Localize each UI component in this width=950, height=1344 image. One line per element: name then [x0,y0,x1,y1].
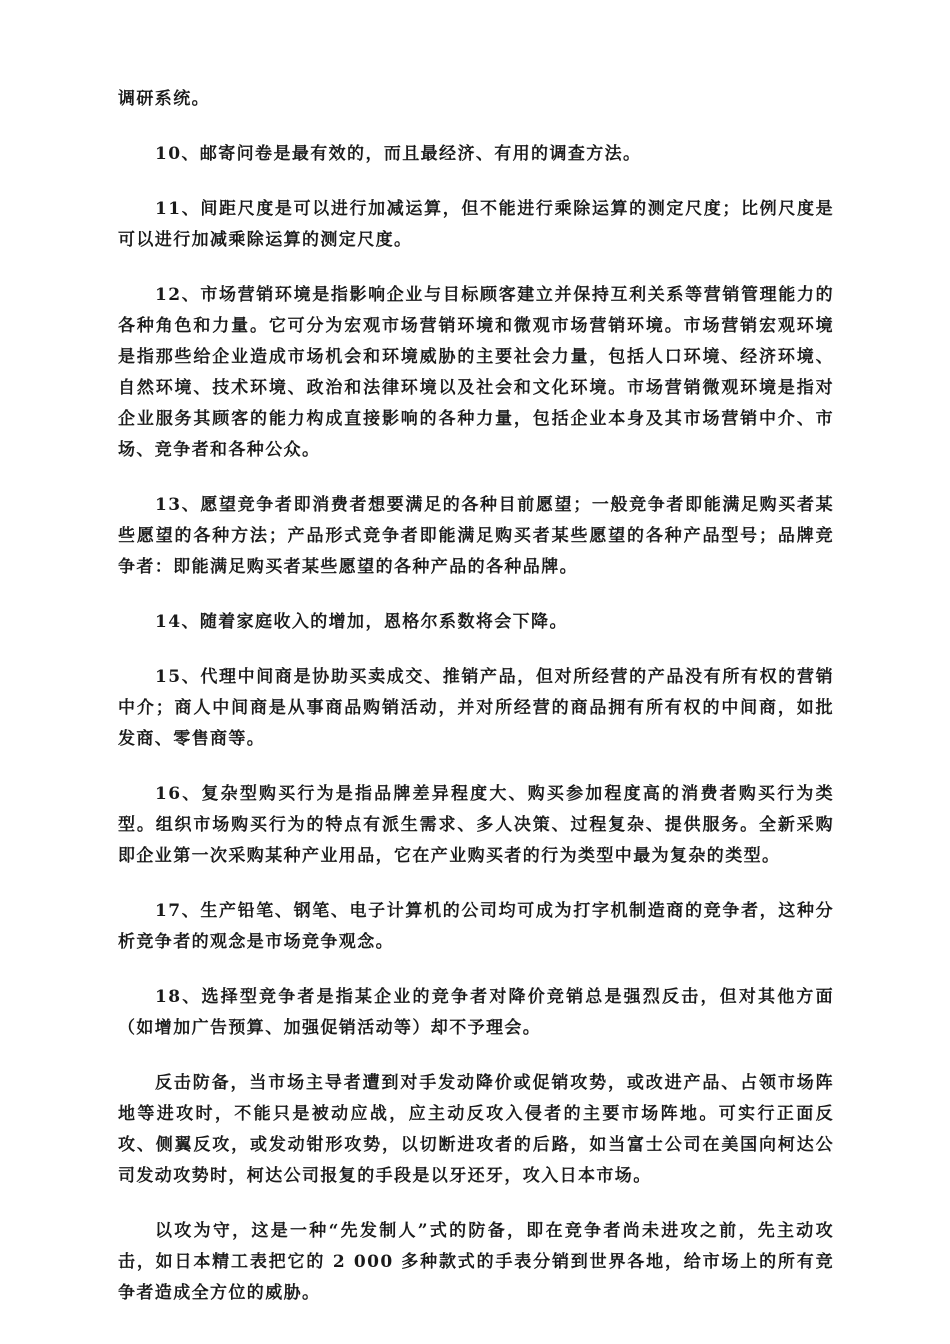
paragraph-13: 13、愿望竞争者即消费者想要满足的各种目前愿望；一般竞争者即能满足购买者某些愿望的各种方法；产品形式竞争者即能满足购买者某些愿望的各种产品型号；品牌竞争者：即能满足购买者某些愿望的各种产品的各种品牌。 [118,495,834,577]
paragraph-counterattack-defense: 反击防备，当市场主导者遭到对手发动降价或促销攻势，或改进产品、占领市场阵地等进攻时，不能只是被动应战，应主动反攻入侵者的主要市场阵地。可实行正面反攻、侧翼反攻，或发动钳形攻势，以切断进攻者的后路，如当富士公司在美国向柯达公司发动攻势时，柯达公司报复的手段是以牙还牙，攻入日本市场。 [118,1073,834,1186]
paragraph-16: 16、复杂型购买行为是指品牌差异程度大、购买参加程度高的消费者购买行为类型。组织市场购买行为的特点有派生需求、多人决策、过程复杂、提供服务。全新采购即企业第一次采购某种产业用品，它在产业购买者的行为类型中最为复杂的类型。 [118,784,834,866]
document-body [118,84,834,1333]
paragraph-17: 17、生产铅笔、钢笔、电子计算机的公司均可成为打字机制造商的竞争者，这种分析竞争者的观念是市场竞争观念。 [118,901,834,952]
paragraph-continued: 调研系统。 [118,89,210,109]
paragraph-preemptive-defense: 以攻为守，这是一种“先发制人”式的防备，即在竞争者尚未进攻之前，先主动攻击，如日本精工表把它的 2 000 多种款式的手表分销到世界各地，给市场上的所有竞争者造成全方位的威胁。 [118,1221,834,1303]
paragraph-14: 14、随着家庭收入的增加，恩格尔系数将会下降。 [155,612,568,632]
paragraph-18: 18、选择型竞争者是指某企业的竞争者对降价竞销总是强烈反击，但对其他方面（如增加广告预算、加强促销活动等）却不予理会。 [118,987,834,1038]
paragraph-10: 10、邮寄问卷是最有效的，而且最经济、有用的调查方法。 [155,144,642,164]
paragraph-15: 15、代理中间商是协助买卖成交、推销产品，但对所经营的产品没有所有权的营销中介；商人中间商是从事商品购销活动，并对所经营的商品拥有所有权的中间商，如批发商、零售商等。 [118,667,834,749]
paragraph-11: 11、间距尺度是可以进行加减运算，但不能进行乘除运算的测定尺度；比例尺度是可以进行加减乘除运算的测定尺度。 [118,199,834,250]
paragraph-12: 12、市场营销环境是指影响企业与目标顾客建立并保持互利关系等营销管理能力的各种角色和力量。它可分为宏观市场营销环境和微观市场营销环境。市场营销宏观环境是指那些给企业造成市场机会和环境威胁的主要社会力量，包括人口环境、经济环境、自然环境、技术环境、政治和法律环境以及社会和文化环境。市场营销微观环境是指对企业服务其顾客的能力构成直接影响的各种力量，包括企业本身及其市场营销中介、市场、竞争者和各种公众。 [118,285,834,460]
